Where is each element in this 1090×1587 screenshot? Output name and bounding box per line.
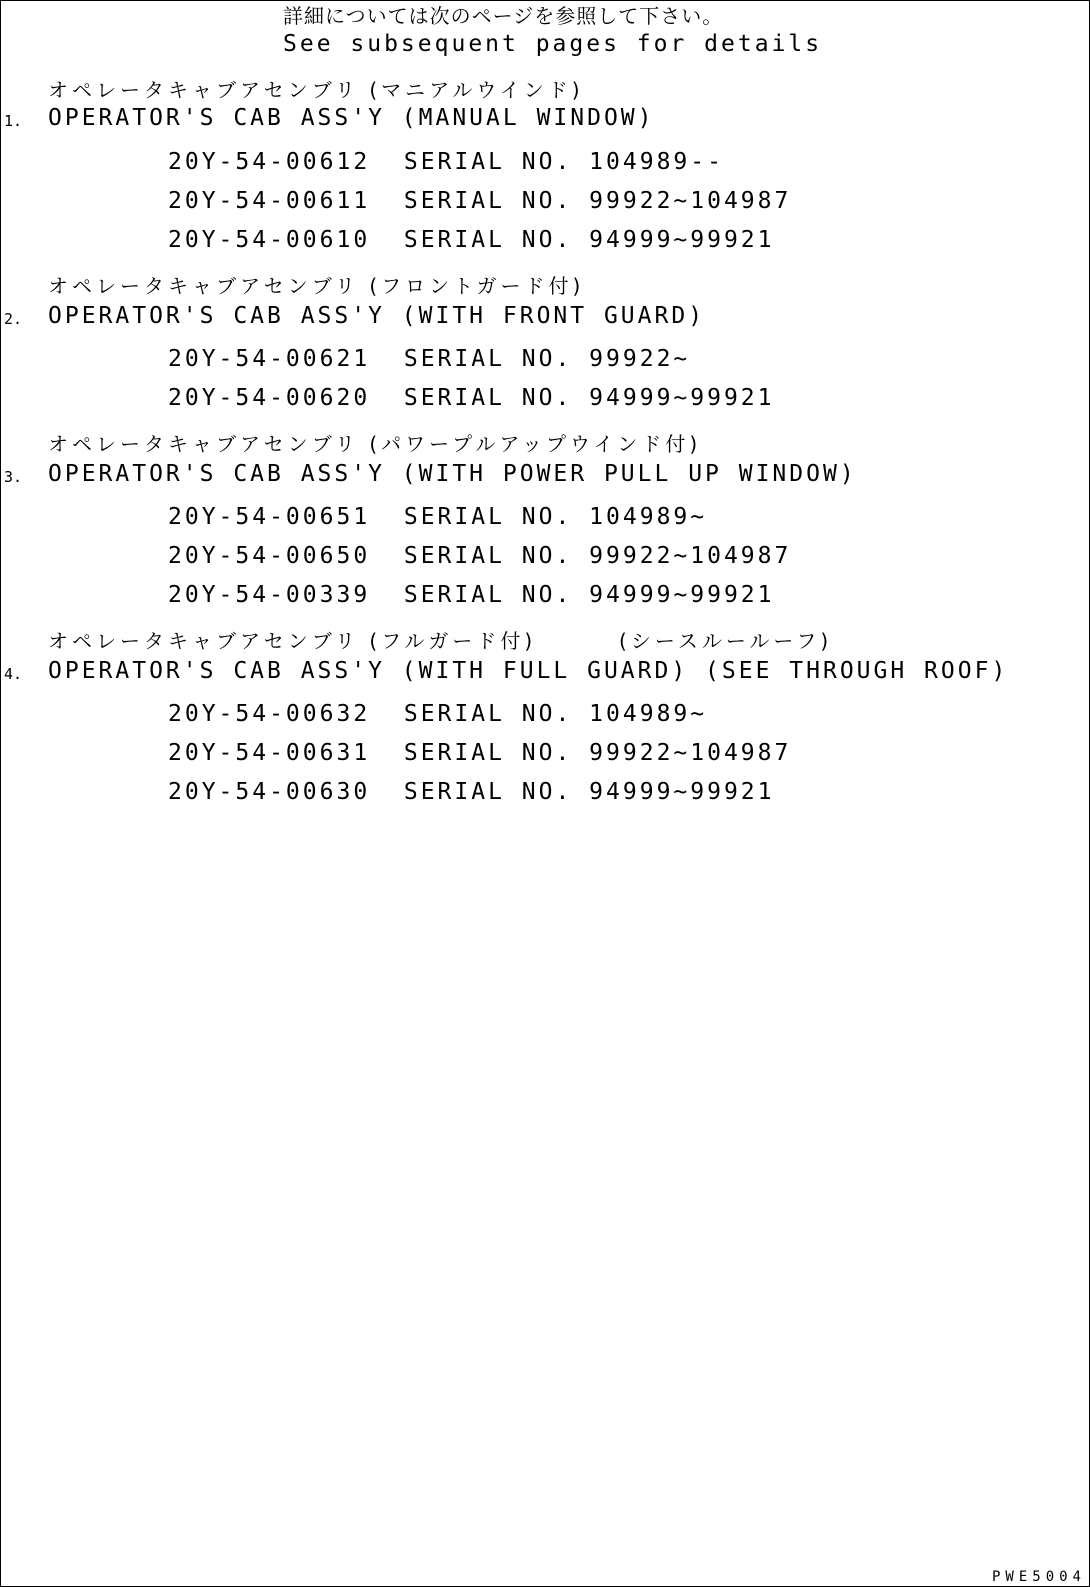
group-3-title-english: OPERATOR'S CAB ASS'Y (WITH POWER PULL UP WINDOW) — [48, 461, 857, 487]
group-4-number: 4. — [4, 665, 23, 683]
group-1-title-english: OPERATOR'S CAB ASS'Y (MANUAL WINDOW) — [48, 105, 655, 131]
part-row: 20Y-54-00621 SERIAL NO. 99922~ — [168, 346, 691, 372]
group-3-number: 3. — [4, 468, 23, 486]
group-2-number: 2. — [4, 310, 23, 328]
group-1-number: 1. — [4, 112, 23, 130]
group-2-title-english: OPERATOR'S CAB ASS'Y (WITH FRONT GUARD) — [48, 303, 706, 329]
group-3-title-japanese: オペレータキャブアセンブリ (パワープルアップウインド付) — [48, 432, 702, 456]
page-code: PWE5004 — [991, 1569, 1086, 1585]
part-row: 20Y-54-00611 SERIAL NO. 99922~104987 — [168, 188, 792, 214]
part-row: 20Y-54-00651 SERIAL NO. 104989~ — [168, 504, 708, 530]
group-4-title-english: OPERATOR'S CAB ASS'Y (WITH FULL GUARD) (SEE THROUGH ROOF) — [48, 658, 1009, 684]
reference-note-english: See subsequent pages for details — [283, 31, 823, 57]
part-row: 20Y-54-00631 SERIAL NO. 99922~104987 — [168, 740, 792, 766]
part-row: 20Y-54-00630 SERIAL NO. 94999~99921 — [168, 779, 775, 805]
part-row: 20Y-54-00620 SERIAL NO. 94999~99921 — [168, 385, 775, 411]
group-2-title-japanese: オペレータキャブアセンブリ (フロントガード付) — [48, 274, 585, 298]
group-4-title-japanese: オペレータキャブアセンブリ (フルガード付) (シースルールーフ) — [48, 629, 833, 653]
group-1-title-japanese: オペレータキャブアセンブリ (マニアルウインド) — [48, 78, 584, 102]
reference-note-japanese: 詳細については次のページを参照して下さい。 — [283, 4, 724, 28]
part-row: 20Y-54-00610 SERIAL NO. 94999~99921 — [168, 227, 775, 253]
part-row: 20Y-54-00632 SERIAL NO. 104989~ — [168, 701, 708, 727]
part-row: 20Y-54-00612 SERIAL NO. 104989-- — [168, 149, 724, 175]
part-row: 20Y-54-00339 SERIAL NO. 94999~99921 — [168, 582, 775, 608]
part-row: 20Y-54-00650 SERIAL NO. 99922~104987 — [168, 543, 792, 569]
